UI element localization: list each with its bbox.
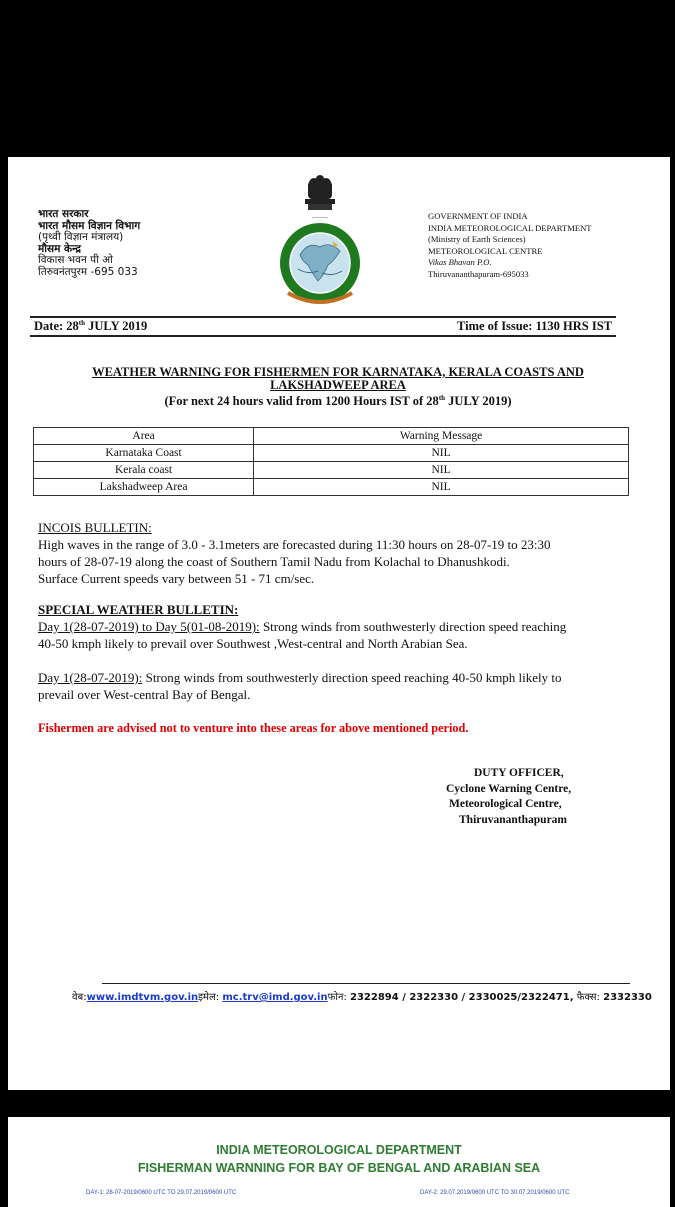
svg-text:~~~~~~: ~~~~~~ (311, 216, 329, 221)
imd-logo (270, 175, 370, 315)
incois-bulletin (38, 519, 664, 587)
emblem-icon (270, 175, 370, 315)
column-header: Warning Message (254, 428, 629, 445)
english-line: Thiruvananthapuram-695033 (428, 268, 529, 279)
area-cell: Kerala coast (34, 462, 254, 479)
signature-line: Thiruvananthapuram (459, 813, 568, 826)
title-line: WEATHER WARNING FOR FISHERMEN FOR KARNATAKA, KERALA COASTS AND (92, 365, 584, 379)
english-line: INDIA METEOROLOGICAL DEPARTMENT (428, 222, 592, 233)
fisherman-warning-page (8, 1117, 670, 1207)
table-row (34, 479, 629, 496)
footer-divider (102, 983, 630, 984)
incois-text: High waves in the range of 3.0 - 3.1meters are forecasted during 11:30 hours on 28-07-19 to 23:30 (38, 537, 551, 552)
incois-text: Surface Current speeds vary between 51 - 71 cm/sec. (38, 571, 315, 586)
bulletin-title (38, 366, 638, 408)
message-cell: NIL (254, 479, 629, 496)
fax-number: 2332330 (603, 992, 652, 1003)
special-item: Day 1(28-07-2019) to Day 5(01-08-2019): Strong winds from southwesterly direction speed reaching (38, 619, 567, 634)
title-subtitle: (For next 24 hours valid from 1200 Hours IST of 28th JULY 2019) (164, 394, 512, 409)
hindi-line: (पृथ्वी विज्ञान मंत्रालय) (38, 231, 124, 243)
english-address (428, 211, 592, 281)
table-row (34, 445, 629, 462)
incois-text: hours of 28-07-19 along the coast of Southern Tamil Nadu from Kolachal to Dhanushkodi. (38, 554, 510, 569)
title-line: LAKSHADWEEP AREA (270, 378, 406, 392)
hindi-line: विकास भवन पी ओ (38, 254, 113, 266)
issue-date: Date: 28th JULY 2019 (34, 319, 148, 334)
message-cell: NIL (254, 445, 629, 462)
signature-line: Cyclone Warning Centre, (446, 782, 572, 795)
day1-label: DAY-1: 28-07-2019/0600 UTC TO 29.07.2019/0600 UTC (86, 1190, 237, 1196)
column-header: Area (34, 428, 254, 445)
bulletin-page (8, 157, 670, 1090)
message-cell: NIL (254, 462, 629, 479)
signature-line: DUTY OFFICER, (474, 767, 564, 779)
hindi-address (38, 209, 140, 278)
special-bulletin (38, 601, 664, 703)
special-heading: SPECIAL WEATHER BULLETIN: (38, 602, 239, 617)
english-line: Vikas Bhavan P.O. (428, 257, 492, 268)
page2-title: INDIA METEOROLOGICAL DEPARTMENT (216, 1143, 462, 1157)
english-line: (Ministry of Earth Sciences) (428, 234, 526, 245)
fishermen-advisory: Fishermen are advised not to venture into these areas for above mentioned period. (38, 721, 469, 735)
table-row (34, 462, 629, 479)
signature-block (446, 766, 571, 828)
day2-label: DAY-2: 29.07.2019/0600 UTC TO 30.07.2019/0600 UTC (420, 1190, 570, 1196)
phone-numbers: 2322894 / 2322330 / 2330025/2322471, (350, 992, 574, 1003)
signature-line: Meteorological Centre, (449, 798, 562, 810)
special-item: Day 1(28-07-2019): Strong winds from southwesterly direction speed reaching 40-50 kmph likely to (38, 670, 562, 685)
website-link[interactable]: www.imdtvm.gov.in (86, 992, 199, 1003)
hindi-line: तिरुवनंतपुरम -695 033 (38, 265, 138, 278)
english-line: METEOROLOGICAL CENTRE (428, 245, 543, 256)
area-cell: Lakshadweep Area (34, 479, 254, 496)
hindi-line: भारत मौसम विज्ञान विभाग (38, 219, 141, 232)
special-text: 40-50 kmph likely to prevail over Southwest ,West-central and North Arabian Sea. (38, 636, 468, 651)
date-bar (30, 316, 616, 337)
table-header-row (34, 428, 629, 445)
area-cell: Karnataka Coast (34, 445, 254, 462)
issue-time: Time of Issue: 1130 HRS IST (456, 319, 612, 333)
special-text: prevail over West-central Bay of Bengal. (38, 687, 251, 702)
hindi-line: भारत सरकार (38, 208, 89, 220)
page2-subtitle: FISHERMAN WARNNING FOR BAY OF BENGAL AND ARABIAN SEA (137, 1161, 541, 1175)
email-link[interactable]: mc.trv@imd.gov.in (222, 992, 328, 1003)
english-line: GOVERNMENT OF INDIA (428, 211, 528, 221)
contact-footer: वेब:www.imdtvm.gov.inइमेल: mc.trv@imd.gov.inफोन: 2322894 / 2322330 / 2330025/2322471, फैक्स: 2332330 (72, 992, 652, 1003)
incois-heading: INCOIS BULLETIN: (38, 520, 152, 535)
warning-table (33, 427, 629, 496)
hindi-line: मौसम केन्द्र (38, 242, 81, 255)
